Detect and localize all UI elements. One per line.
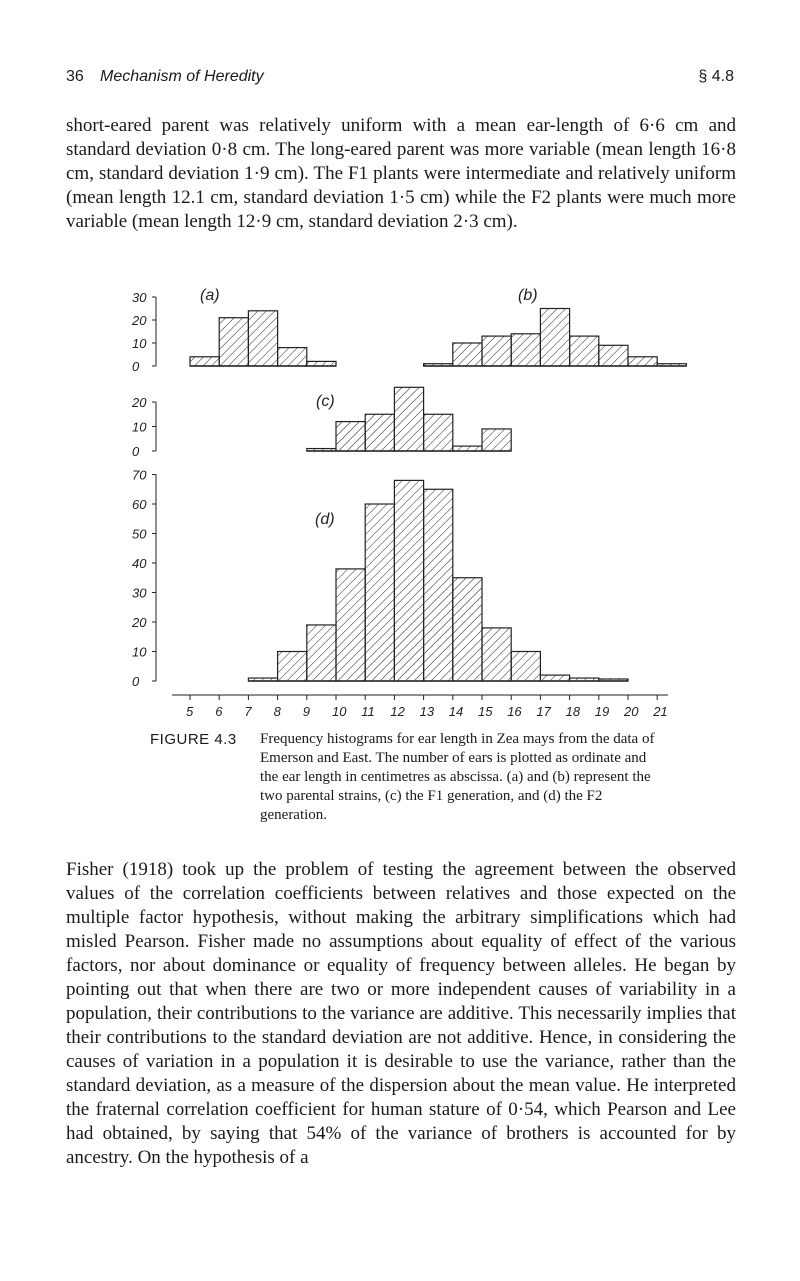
x-tick-label: 15 bbox=[478, 704, 493, 719]
y-tick-label: 0 bbox=[132, 359, 140, 374]
x-tick-label: 13 bbox=[419, 704, 435, 719]
y-tick-label: 30 bbox=[132, 290, 147, 305]
x-tick-label: 17 bbox=[536, 704, 551, 719]
x-tick-label: 7 bbox=[244, 704, 252, 719]
histogram-bar bbox=[278, 652, 307, 682]
histogram-bar bbox=[511, 334, 540, 366]
histogram-bar bbox=[482, 429, 511, 451]
histogram-bar bbox=[365, 414, 394, 451]
y-tick-label: 10 bbox=[132, 644, 147, 660]
x-tick-label: 21 bbox=[653, 704, 668, 719]
histogram-panel-c bbox=[131, 387, 511, 459]
y-tick-label: 0 bbox=[132, 444, 140, 459]
panel-label: (a) bbox=[200, 287, 220, 304]
histogram-bar bbox=[511, 652, 540, 682]
y-tick-label: 30 bbox=[132, 585, 147, 601]
histogram-bar bbox=[482, 336, 511, 366]
x-tick-label: 19 bbox=[594, 704, 610, 719]
histogram-bar bbox=[628, 357, 657, 366]
histogram-bar bbox=[219, 318, 248, 366]
y-tick-label: 20 bbox=[132, 313, 147, 328]
x-tick-label: 16 bbox=[507, 704, 522, 719]
y-tick-label: 10 bbox=[132, 419, 147, 435]
histogram-bar bbox=[394, 480, 423, 681]
panel-label: (b) bbox=[518, 287, 538, 304]
histogram-bar bbox=[307, 625, 336, 681]
histogram-bar bbox=[278, 348, 307, 366]
y-tick-label: 20 bbox=[132, 615, 147, 630]
y-tick-label: 50 bbox=[132, 526, 147, 542]
histogram-bar bbox=[482, 628, 511, 681]
histogram-bar bbox=[453, 578, 482, 681]
section-number: § 4.8 bbox=[698, 68, 734, 85]
y-tick-label: 20 bbox=[132, 395, 147, 410]
x-tick-label: 5 bbox=[186, 704, 194, 719]
histogram-bar bbox=[190, 357, 219, 366]
page-number: 36 bbox=[66, 68, 84, 85]
x-tick-label: 8 bbox=[273, 704, 281, 719]
x-tick-label: 10 bbox=[332, 704, 347, 719]
histogram-bar bbox=[424, 489, 453, 681]
histogram-bar bbox=[424, 414, 453, 451]
y-tick-label: 40 bbox=[132, 556, 147, 571]
x-tick-label: 12 bbox=[390, 704, 405, 719]
figure-label: FIGURE 4.3 bbox=[150, 731, 237, 748]
y-tick-label: 0 bbox=[132, 674, 140, 689]
y-tick-label: 10 bbox=[132, 336, 147, 351]
histogram-bar bbox=[336, 569, 365, 681]
histogram-bar bbox=[599, 345, 628, 366]
x-tick-label: 18 bbox=[565, 704, 581, 719]
x-tick-label: 11 bbox=[361, 704, 375, 719]
histogram-bar bbox=[540, 309, 569, 367]
paragraph-fisher: Fisher (1918) took up the problem of testing the agreement between the observed values of the correlation coefficients between relatives and those expected on the multiple factor hypothesis, without making the arbitrary simplifications which had misled Pearson. Fisher made no assumptions about equality of effect of the various factors, nor about dominance or equality of frequency between alleles. He began by pointing out that when there are two or more independent causes of variability in a population, their contributions to the variance are additive. This necessarily implies that their contributions to the standard deviation are not additive. Hence, in considering the causes of variation in a population it is desirable to use the variance, rather than the standard deviation, as a measure of the dispersion about the mean value. He interpreted the fraternal correlation coefficient for human stature of 0·54, which Pearson and Lee had obtained, by saying that 54% of the variance of brothers is accounted for by ancestry. On the hypothesis of a bbox=[66, 859, 736, 1168]
panel-label: (d) bbox=[315, 511, 335, 528]
histogram-panels bbox=[131, 287, 686, 689]
x-tick-label: 14 bbox=[448, 704, 464, 719]
panel-label: (c) bbox=[316, 393, 335, 410]
caption-text: Frequency histograms for ear length in Zea mays from the data of Emerson and East. The number of ears is plotted as ordinate and the ear length in centimetres as abscissa. (a) and (b) represent the two parental strains, (c) the F1 generation, and (d) the F2 generation. bbox=[260, 731, 655, 823]
histogram-panel-b bbox=[424, 287, 687, 366]
histogram-bar bbox=[336, 422, 365, 451]
histogram-bar bbox=[540, 675, 569, 681]
histogram-bar bbox=[394, 387, 423, 451]
running-title: Mechanism of Heredity bbox=[100, 68, 264, 85]
x-tick-label: 6 bbox=[215, 704, 223, 719]
histogram-bar bbox=[365, 504, 394, 681]
y-tick-label: 70 bbox=[132, 467, 147, 483]
paragraph-intro: short-eared parent was relatively uniform with a mean ear-length of 6·6 cm and standard deviation 0·8 cm. The long-eared parent was more variable (mean length 16·8 cm, standard deviation 1·9 cm). The F1 plants were intermediate and relatively uniform (mean length 12.1 cm, standard deviation 1·5 cm) while the F2 plants were much more variable (mean length 12·9 cm, standard deviation 2·3 cm). bbox=[66, 115, 736, 232]
y-tick-label: 60 bbox=[132, 497, 147, 512]
histogram-bar bbox=[248, 311, 277, 366]
histogram-panel-d bbox=[131, 468, 628, 690]
chart-axes bbox=[172, 695, 668, 719]
histogram-bar bbox=[570, 336, 599, 366]
histogram-panel-a bbox=[131, 287, 336, 374]
histogram-bar bbox=[453, 343, 482, 366]
x-tick-label: 20 bbox=[624, 704, 639, 719]
x-tick-label: 9 bbox=[302, 704, 311, 719]
